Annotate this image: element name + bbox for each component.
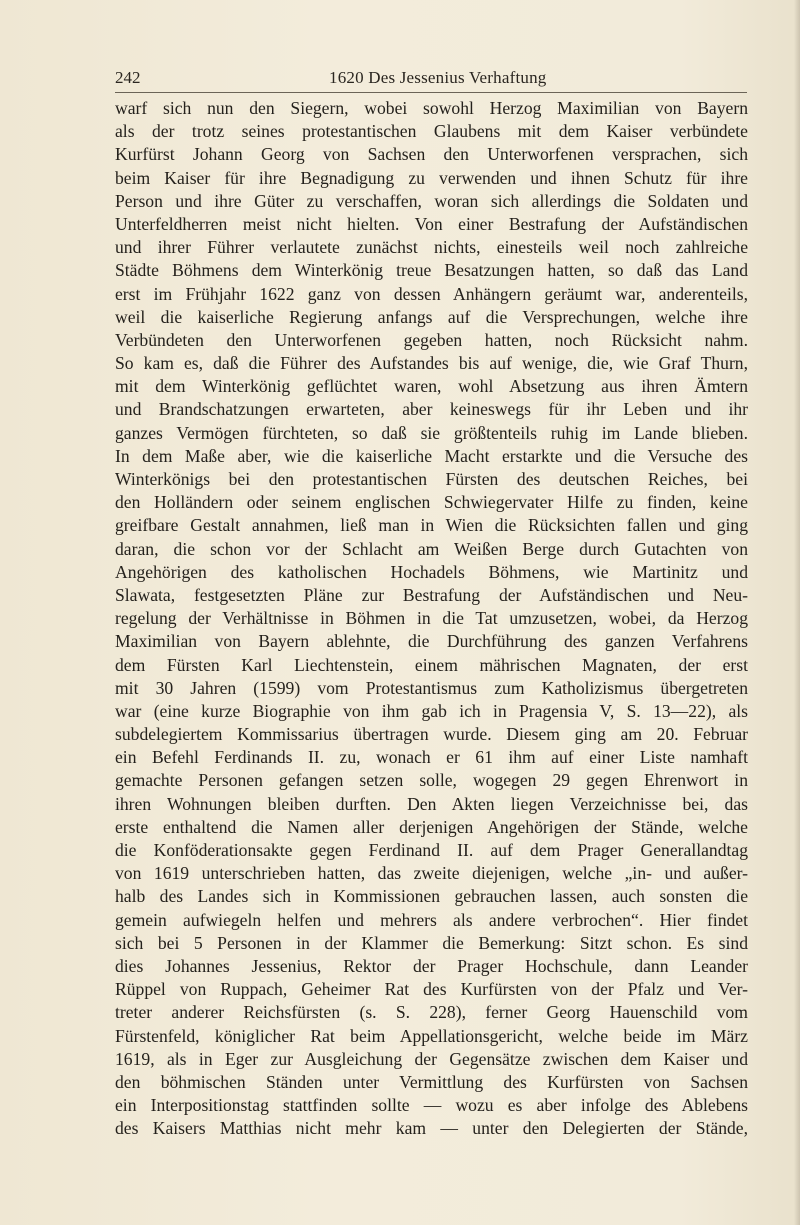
text-line: gemachte Personen gefangen setzen solle, wogegen 29 gegen Ehrenwort in bbox=[115, 770, 748, 791]
text-line: war (eine kurze Biographie von ihm gab ich in Pragensia V, S. 13—22), als bbox=[115, 700, 748, 721]
text-line: sich bei 5 Personen in der Klammer die Bemerkung: Sitzt schon. Es sind bbox=[115, 932, 748, 953]
running-title: 1620 Des Jessenius Verhaftung bbox=[329, 68, 547, 87]
text-line: die Konföderationsakte gegen Ferdinand II. auf dem Prager Generallandtag bbox=[115, 840, 748, 860]
text-line: Verbündeten den Unterworfenen gegeben hatten, noch Rücksicht nahm. bbox=[115, 329, 748, 350]
text-line: mit dem Winterkönig geflüchtet waren, wohl Absetzung aus ihren Ämtern bbox=[115, 376, 748, 397]
text-line: Städte Böhmens dem Winterkönig treue Besatzungen hatten, so daß das Land bbox=[115, 260, 748, 281]
text-line: halb des Landes sich in Kommissionen gebrauchen lassen, auch sonsten die bbox=[115, 886, 748, 907]
text-line: In dem Maße aber, wie die kaiserliche Macht erstarkte und die Versuche des bbox=[115, 445, 748, 466]
text-line: So kam es, daß die Führer des Aufstandes bis auf wenige, die, wie Graf Thurn, bbox=[115, 353, 748, 374]
page-edge-shadow bbox=[794, 0, 800, 1225]
text-line: Rüppel von Ruppach, Geheimer Rat des Kurfürsten von der Pfalz und Ver- bbox=[115, 979, 748, 1000]
text-line: erste enthaltend die Namen aller derjenigen Angehörigen der Stände, welche bbox=[115, 816, 748, 837]
text-line: den böhmischen Ständen unter Vermittlung des Kurfürsten von Sachsen bbox=[115, 1071, 748, 1092]
text-line: greifbare Gestalt annahmen, ließ man in Wien die Rücksichten fallen und ging bbox=[115, 515, 748, 536]
text-line: Angehörigen des katholischen Hochadels Böhmens, wie Martinitz und bbox=[115, 561, 748, 582]
text-line: weil die kaiserliche Regierung anfangs auf die Versprechungen, welche ihre bbox=[115, 306, 748, 327]
text-line: gemein aufwiegeln helfen und mehrers als andere verbrochen“. Hier findet bbox=[115, 909, 748, 930]
text-line: Unterfeldherren meist nicht hielten. Von einer Bestrafung der Aufständischen bbox=[115, 213, 748, 234]
text-line: ein Befehl Ferdinands II. zu, wonach er 61 ihm auf einer Liste namhaft bbox=[115, 747, 748, 768]
text-line: des Kaisers Matthias nicht mehr kam — unter den Delegierten der Stände, bbox=[115, 1118, 748, 1139]
text-line: treter anderer Reichsfürsten (s. S. 228), ferner Georg Hauenschild vom bbox=[115, 1002, 748, 1023]
text-line: erst im Frühjahr 1622 ganz von dessen Anhängern geräumt war, anderenteils, bbox=[115, 283, 748, 304]
text-line: dem Fürsten Karl Liechtenstein, einem mährischen Magnaten, der erst bbox=[115, 654, 748, 675]
text-line: 1619, als in Eger zur Ausgleichung der Gegensätze zwischen dem Kaiser und bbox=[115, 1048, 748, 1069]
text-line: subdelegiertem Kommissarius übertragen wurde. Diesem ging am 20. Februar bbox=[115, 724, 748, 745]
text-line: ihren Wohnungen bleiben durften. Den Akten liegen Verzeichnisse bei, das bbox=[115, 793, 748, 814]
text-line: Kurfürst Johann Georg von Sachsen den Unterworfenen versprachen, sich bbox=[115, 144, 748, 165]
text-line: regelung der Verhältnisse in Böhmen in die Tat umzusetzen, wobei, da Herzog bbox=[115, 608, 748, 629]
text-line: dies Johannes Jessenius, Rektor der Prager Hochschule, dann Leander bbox=[115, 955, 748, 976]
text-line: Person und ihre Güter zu verschaffen, woran sich allerdings die Soldaten und bbox=[115, 190, 748, 211]
text-line: mit 30 Jahren (1599) vom Protestantismus zum Katholizismus übergetreten bbox=[115, 677, 748, 698]
text-line: daran, die schon vor der Schlacht am Weißen Berge durch Gutachten von bbox=[115, 538, 748, 559]
page-number: 242 bbox=[115, 68, 141, 87]
body-text bbox=[115, 97, 748, 1140]
text-line: Winterkönigs bei den protestantischen Fürsten des deutschen Reiches, bei bbox=[115, 469, 748, 489]
text-line: Fürstenfeld, königlicher Rat beim Appellationsgericht, welche beide im März bbox=[115, 1025, 748, 1046]
text-line: beim Kaiser für ihre Begnadigung zu verwenden und ihnen Schutz für ihre bbox=[115, 167, 748, 188]
text-line: von 1619 unterschrieben hatten, das zweite diejenigen, welche „in- und außer- bbox=[115, 863, 748, 884]
running-head bbox=[115, 66, 747, 93]
text-line: Slawata, festgesetzten Pläne zur Bestrafung der Aufständischen und Neu- bbox=[115, 584, 748, 605]
text-line: ein Interpositionstag stattfinden sollte — wozu es aber infolge des Ablebens bbox=[115, 1095, 748, 1116]
text-line: Maximilian von Bayern ablehnte, die Durchführung des ganzen Verfahrens bbox=[115, 631, 748, 652]
text-line: ganzes Vermögen fürchteten, so daß sie größtenteils ruhig im Lande blieben. bbox=[115, 422, 748, 443]
text-line: und ihrer Führer verlautete zunächst nichts, einesteils weil noch zahlreiche bbox=[115, 237, 748, 258]
text-line: warf sich nun den Siegern, wobei sowohl Herzog Maximilian von Bayern bbox=[115, 98, 748, 118]
text-line: als der trotz seines protestantischen Glaubens mit dem Kaiser verbündete bbox=[115, 121, 748, 142]
text-line: den Holländern oder seinem englischen Schwiegervater Hilfe zu finden, keine bbox=[115, 492, 748, 513]
text-line: und Brandschatzungen erwarteten, aber keineswegs für ihr Leben und ihr bbox=[115, 399, 748, 420]
